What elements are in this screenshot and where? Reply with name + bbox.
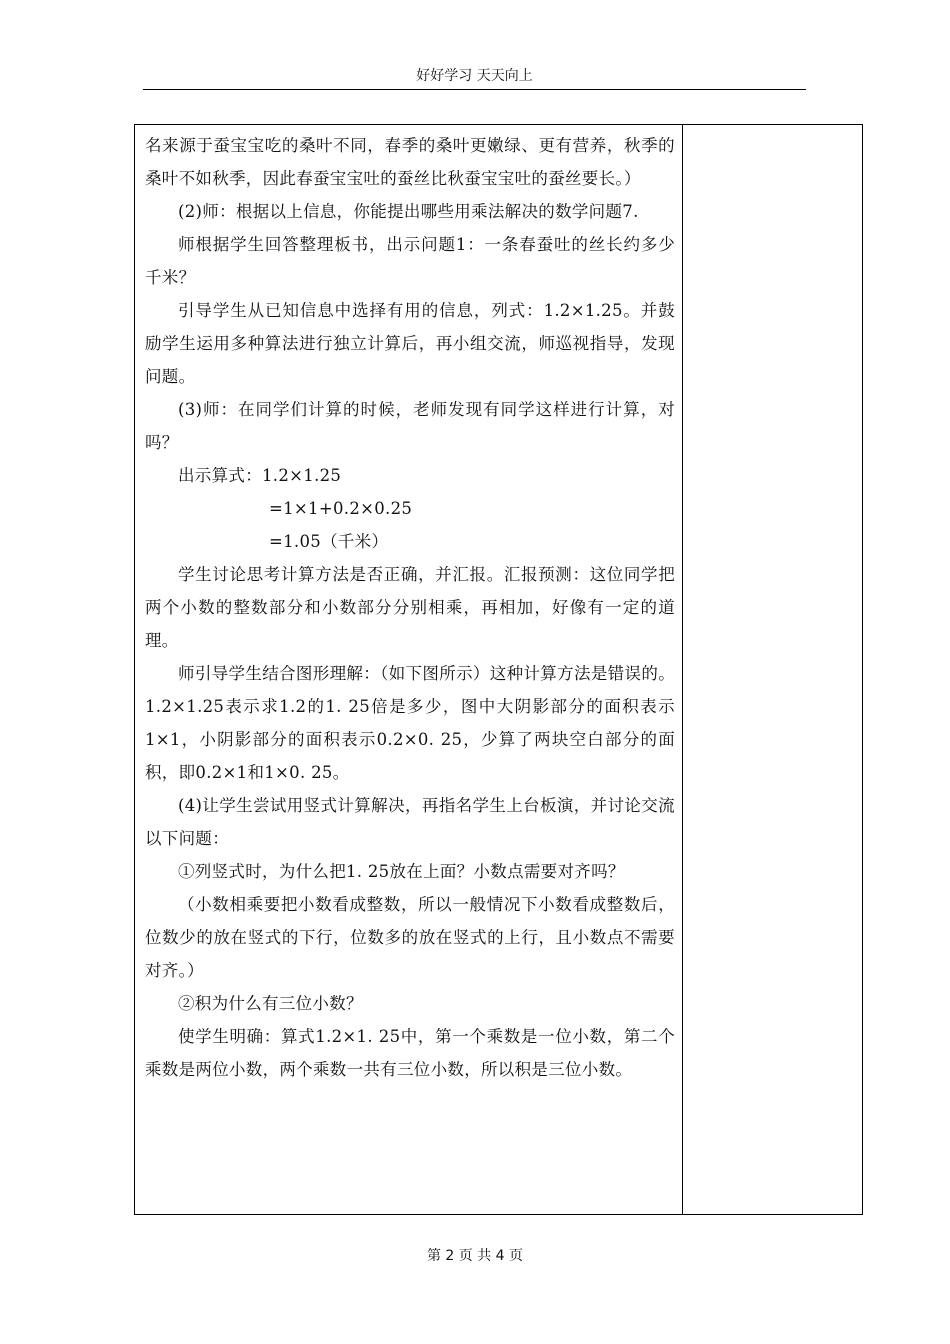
page-header: 好好学习 天天向上 bbox=[416, 68, 533, 84]
paragraph-9: 学生讨论思考计算方法是否正确，并汇报。汇报预测：这位同学把两个小数的整数部分和小数部分分别相乘，再相加，好像有一定的道理。 bbox=[145, 565, 675, 650]
lesson-table bbox=[134, 124, 863, 1215]
formula-line-2: =1×1+0.2×0.25 bbox=[269, 499, 413, 518]
paragraph-14: ②积为什么有三位小数？ bbox=[178, 994, 363, 1013]
paragraph-11: (4)让学生尝试用竖式计算解决，再指名学生上台板演，并讨论交流以下问题： bbox=[145, 796, 675, 848]
paragraph-13: （小数相乘要把小数看成整数，所以一般情况下小数看成整数后，位数少的放在竖式的下行，位数多的放在竖式的上行，且小数点不需要对齐。） bbox=[145, 895, 675, 980]
paragraph-4: 引导学生从已知信息中选择有用的信息，列式：1.2×1.25。并鼓励学生运用多种算法进行独立计算后，再小组交流，师巡视指导，发现问题。 bbox=[145, 301, 675, 386]
paragraph-3: 师根据学生回答整理板书，出示问题1：一条春蚕吐的丝长约多少千米？ bbox=[145, 235, 675, 287]
paragraph-5: (3)师：在同学们计算的时候，老师发现有同学这样进行计算，对吗？ bbox=[145, 400, 675, 452]
formula-line-1: 出示算式：1.2×1.25 bbox=[178, 466, 342, 485]
lesson-content-cell bbox=[145, 129, 675, 1086]
header-rule bbox=[143, 89, 806, 90]
paragraph-12: ①列竖式时，为什么把1. 25放在上面？小数点需要对齐吗？ bbox=[178, 862, 625, 881]
formula-line-3: =1.05（千米） bbox=[269, 532, 389, 551]
page-footer: 第 2 页 共 4 页 bbox=[426, 1248, 524, 1264]
paragraph-1: 名来源于蚕宝宝吃的桑叶不同，春季的桑叶更嫩绿、更有营养，秋季的桑叶不如秋季，因此春蚕宝宝吐的蚕丝比秋蚕宝宝吐的蚕丝要长。） bbox=[145, 136, 675, 188]
paragraph-2: (2)师：根据以上信息，你能提出哪些用乘法解决的数学问题7. bbox=[178, 202, 639, 221]
paragraph-10: 师引导学生结合图形理解：（如下图所示）这种计算方法是错误的。1.2×1.25表示求1.2的1. 25倍是多少，图中大阴影部分的面积表示1×1，小阴影部分的面积表示0.2×0. 25，少算了两块空白部分的面积，即0.2×1和1×0. 25。 bbox=[145, 664, 675, 782]
notes-cell bbox=[683, 125, 862, 1214]
paragraph-15: 使学生明确：算式1.2×1. 25中，第一个乘数是一位小数，第二个乘数是两位小数，两个乘数一共有三位小数，所以积是三位小数。 bbox=[145, 1027, 675, 1079]
